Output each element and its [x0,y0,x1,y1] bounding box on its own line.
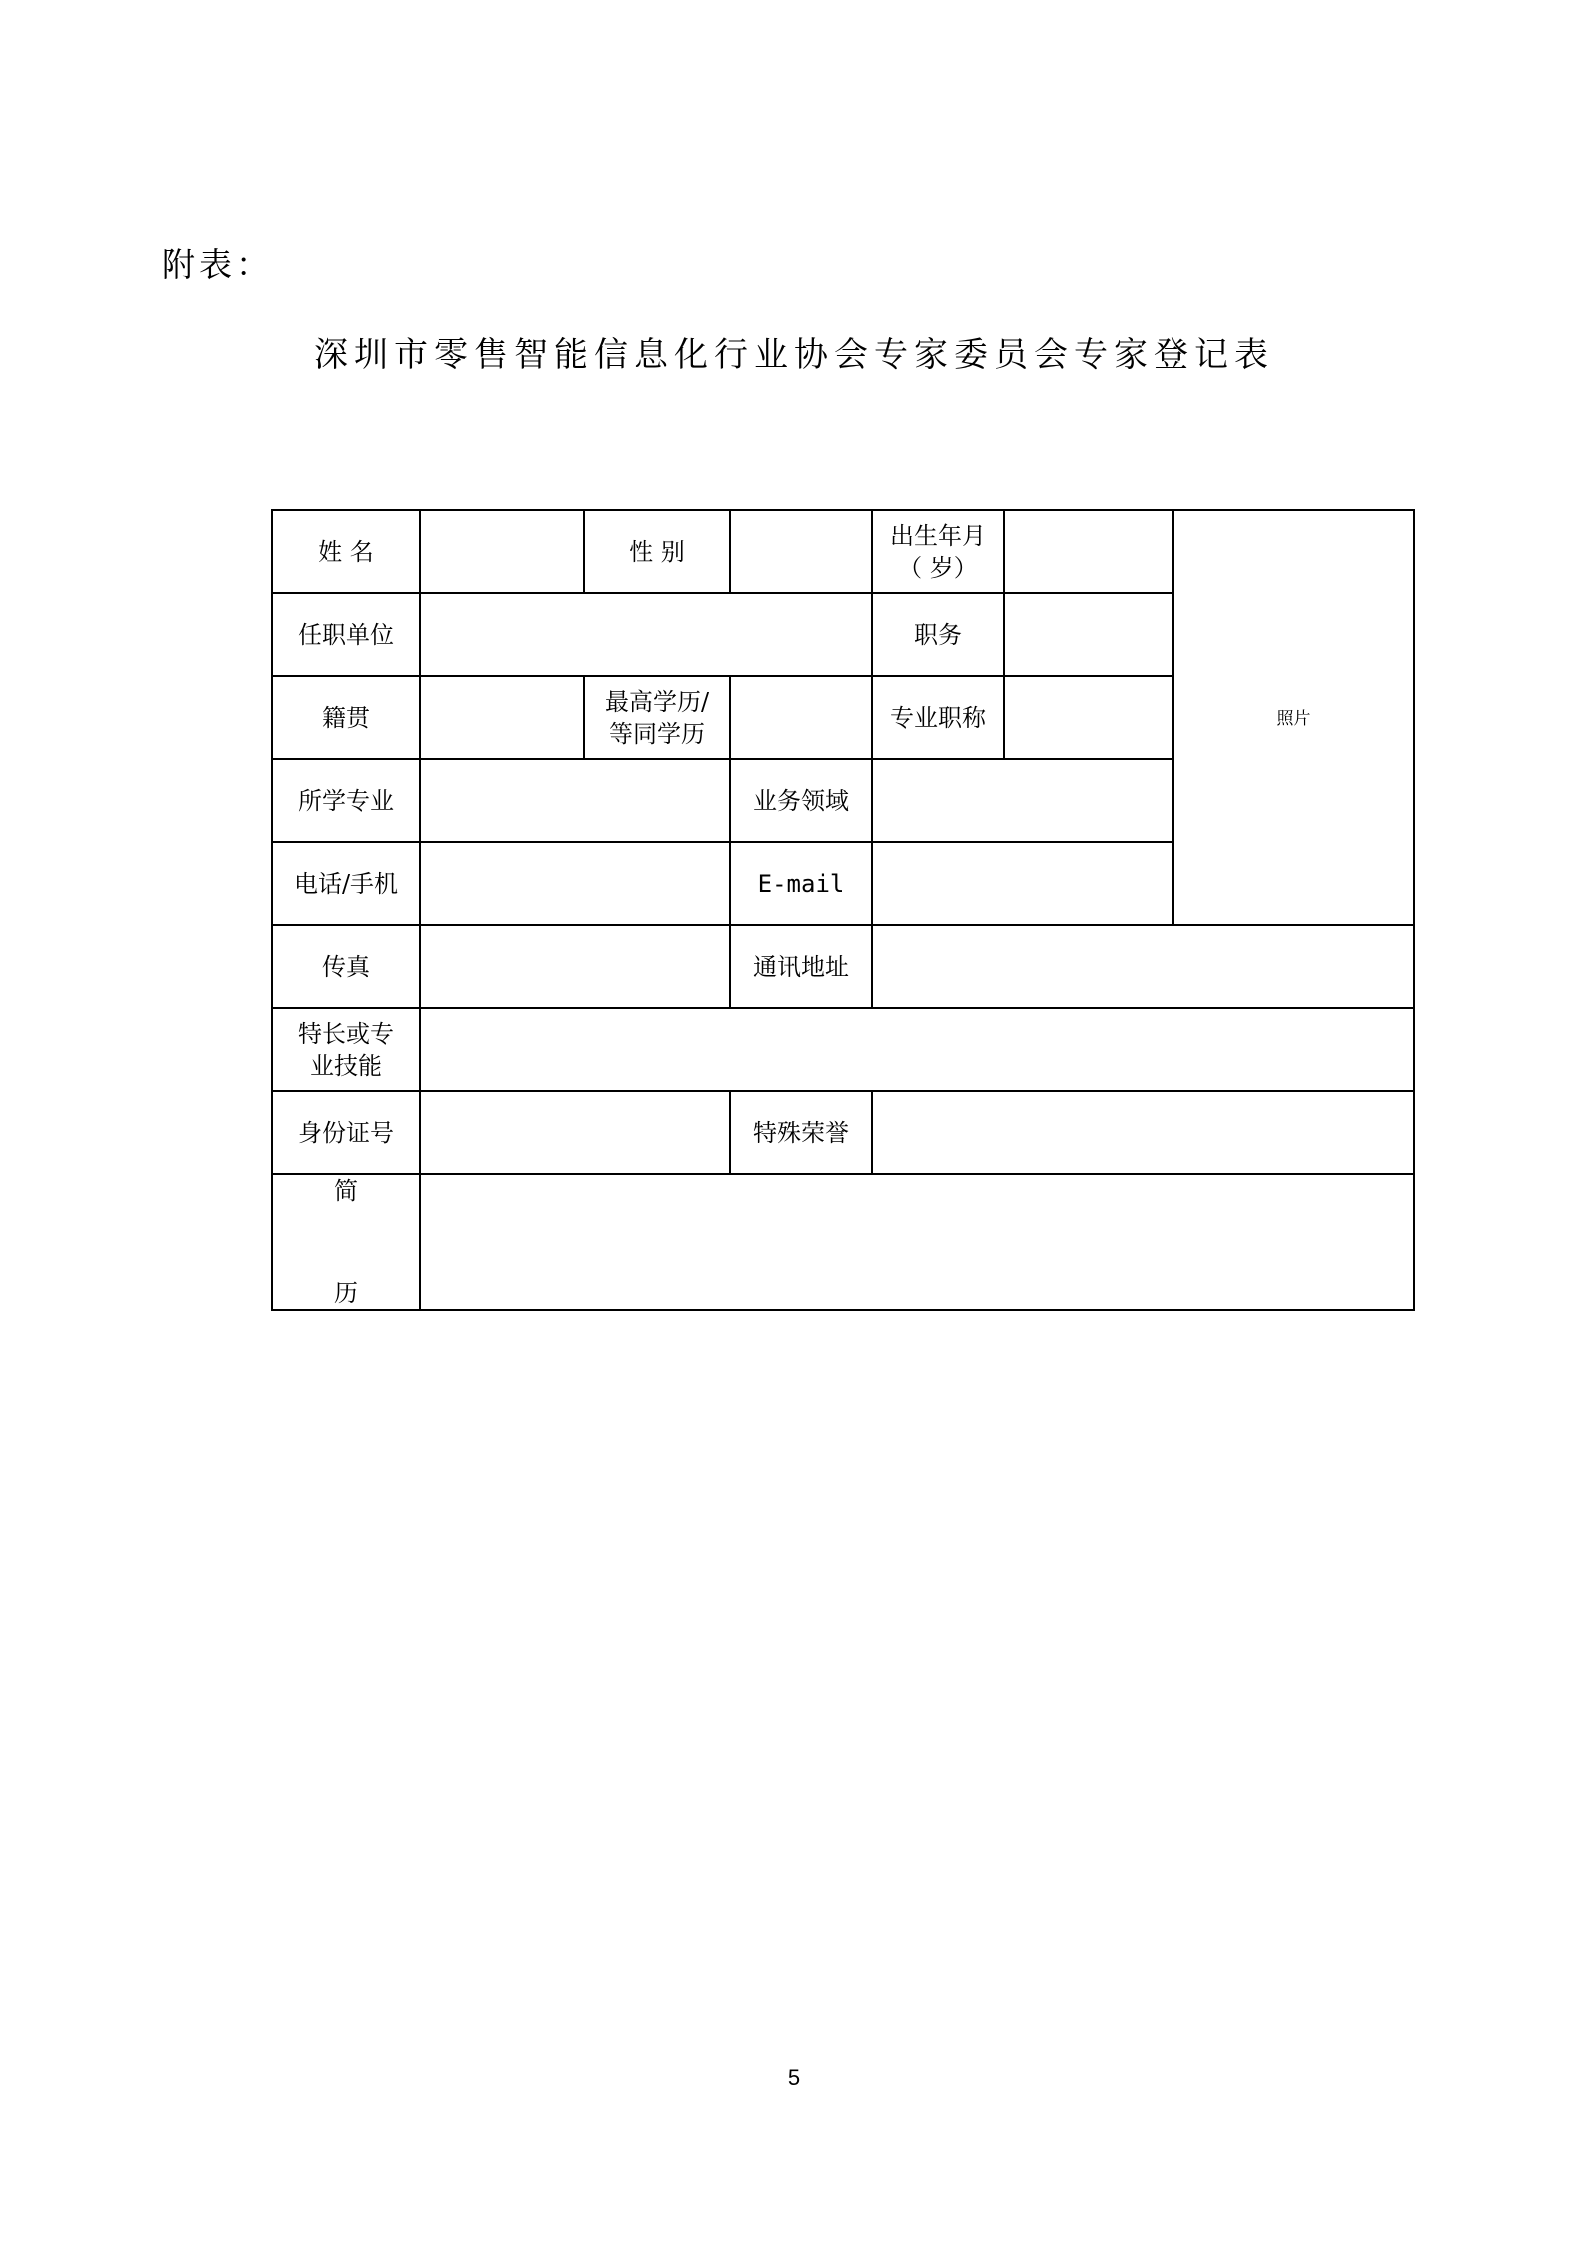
professional-title-field[interactable] [1004,676,1173,759]
email-field[interactable] [872,842,1173,925]
form-row-id [272,1091,1414,1174]
education-label-line1: 最高学历/ [604,687,710,716]
page-number: 5 [787,2065,801,2090]
phone-field[interactable] [420,842,730,925]
fax-label: 传真 [272,925,420,1008]
form-row-specialty [272,1008,1414,1091]
honor-field[interactable] [872,1091,1414,1174]
document-title: 深圳市零售智能信息化行业协会专家委员会专家登记表 [314,335,1274,375]
major-field[interactable] [420,759,730,842]
id-number-label: 身份证号 [272,1091,420,1174]
education-field[interactable] [730,676,872,759]
hometown-field[interactable] [420,676,584,759]
id-number-field[interactable] [420,1091,730,1174]
address-field[interactable] [872,925,1414,1008]
resume-label [272,1174,420,1310]
gender-label: 性 别 [584,510,730,593]
position-field[interactable] [1004,593,1173,676]
gender-field[interactable] [730,510,872,593]
name-label: 姓 名 [272,510,420,593]
position-label: 职务 [872,593,1004,676]
address-label: 通讯地址 [730,925,872,1008]
email-label: E-mail [730,842,872,925]
form-row-fax [272,925,1414,1008]
education-label-line2: 等同学历 [609,719,705,748]
phone-label: 电话/手机 [272,842,420,925]
honor-label: 特殊荣誉 [730,1091,872,1174]
form-row-basic [272,510,1414,593]
business-field-label: 业务领域 [730,759,872,842]
expert-registration-form [271,509,1415,1311]
resume-label-spacer [273,1207,419,1277]
business-field-field[interactable] [872,759,1173,842]
birth-field[interactable] [1004,510,1173,593]
photo-cell[interactable] [1173,510,1414,925]
birth-label-line2: （ 岁） [898,553,978,582]
attachment-label: 附表： [162,245,273,284]
fax-field[interactable] [420,925,730,1008]
form-row-resume [272,1174,1414,1310]
name-field[interactable] [420,510,584,593]
resume-label-char2: 历 [334,1279,358,1307]
birth-label-line1: 出生年月 [890,521,986,550]
hometown-label: 籍贯 [272,676,420,759]
employer-label: 任职单位 [272,593,420,676]
specialty-label-line1: 特长或专 [298,1019,394,1048]
education-label [584,676,730,759]
birth-label [872,510,1004,593]
major-label: 所学专业 [272,759,420,842]
specialty-label-line2: 业技能 [310,1051,382,1080]
photo-label: 照片 [1276,709,1311,729]
employer-field[interactable] [420,593,872,676]
specialty-label [272,1008,420,1091]
resume-field[interactable] [420,1174,1414,1310]
resume-label-char1: 简 [334,1177,358,1205]
professional-title-label: 专业职称 [872,676,1004,759]
specialty-field[interactable] [420,1008,1414,1091]
